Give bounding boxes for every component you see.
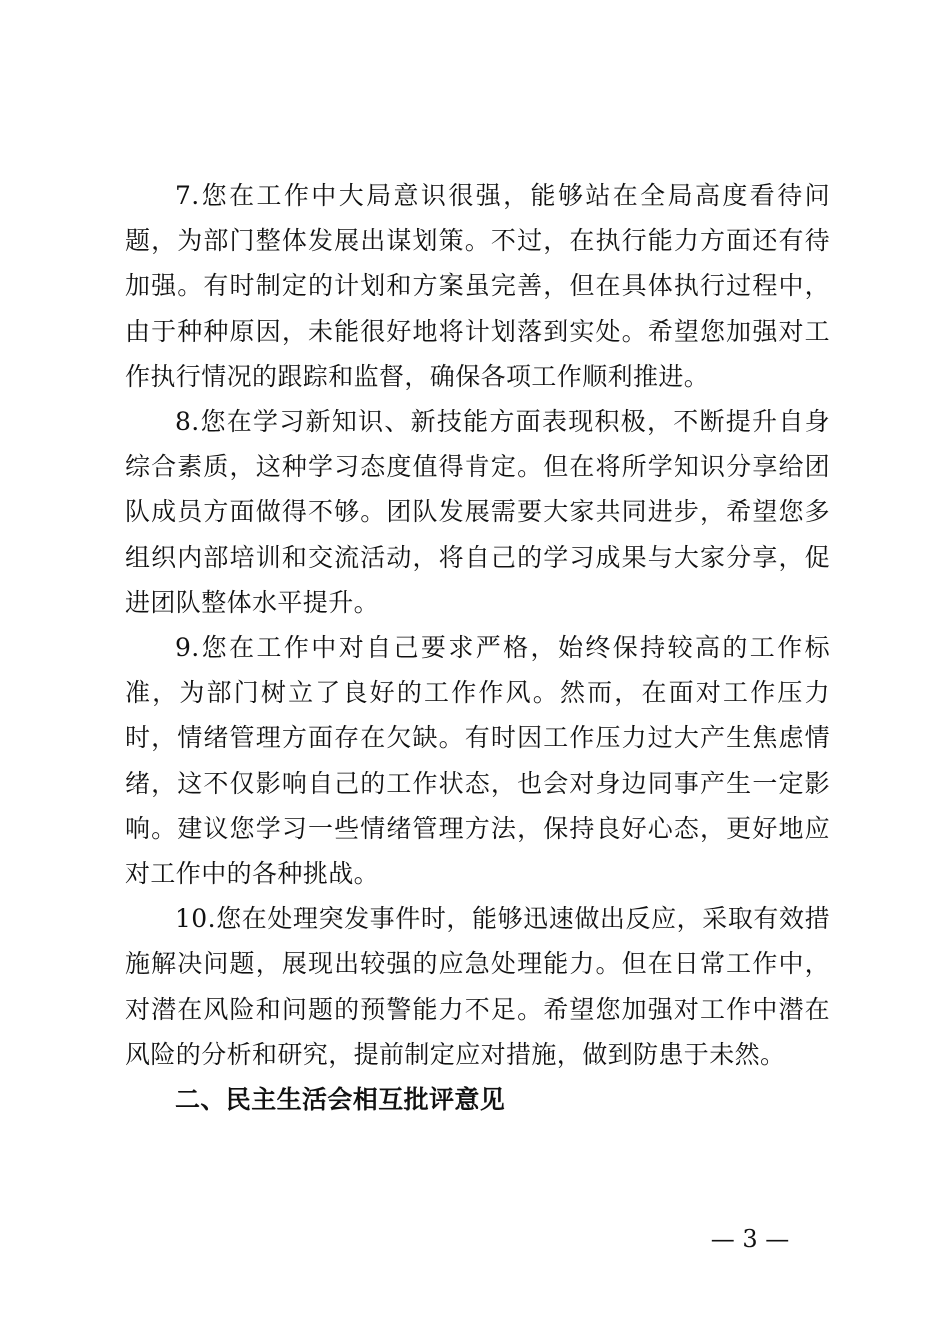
section-heading: 二、民主生活会相互批评意见 bbox=[175, 1085, 506, 1115]
paragraph-8: 8.您在学习新知识、新技能方面表现积极，不断提升自身综合素质，这种学习态度值得肯定。但在将所学知识分享给团队成员方面做得不够。团队发展需要大家共同进步，希望您多组织内部培训和交流活动，将自己的学习成果与大家分享，促进团队整体水平提升。 bbox=[125, 407, 830, 617]
paragraph-10: 10.您在处理突发事件时，能够迅速做出反应，采取有效措施解决问题，展现出较强的应急处理能力。但在日常工作中，对潜在风险和问题的预警能力不足。希望您加强对工作中潜在风险的分析和研究，提前制定应对措施，做到防患于未然。 bbox=[125, 904, 830, 1069]
paragraph-7: 7.您在工作中大局意识很强，能够站在全局高度看待问题，为部门整体发展出谋划策。不过，在执行能力方面还有待加强。有时制定的计划和方案虽完善，但在具体执行过程中，由于种种原因，未能很好地将计划落到实处。希望您加强对工作执行情况的跟踪和监督，确保各项工作顺利推进。 bbox=[125, 181, 830, 391]
document-body bbox=[125, 173, 830, 1122]
paragraph-9: 9.您在工作中对自己要求严格，始终保持较高的工作标准，为部门树立了良好的工作作风。然而，在面对工作压力时，情绪管理方面存在欠缺。有时因工作压力过大产生焦虑情绪，这不仅影响自己的工作状态，也会对身边同事产生一定影响。建议您学习一些情绪管理方法，保持良好心态，更好地应对工作中的各种挑战。 bbox=[125, 633, 830, 889]
page-number: — 3 — bbox=[710, 1225, 790, 1253]
